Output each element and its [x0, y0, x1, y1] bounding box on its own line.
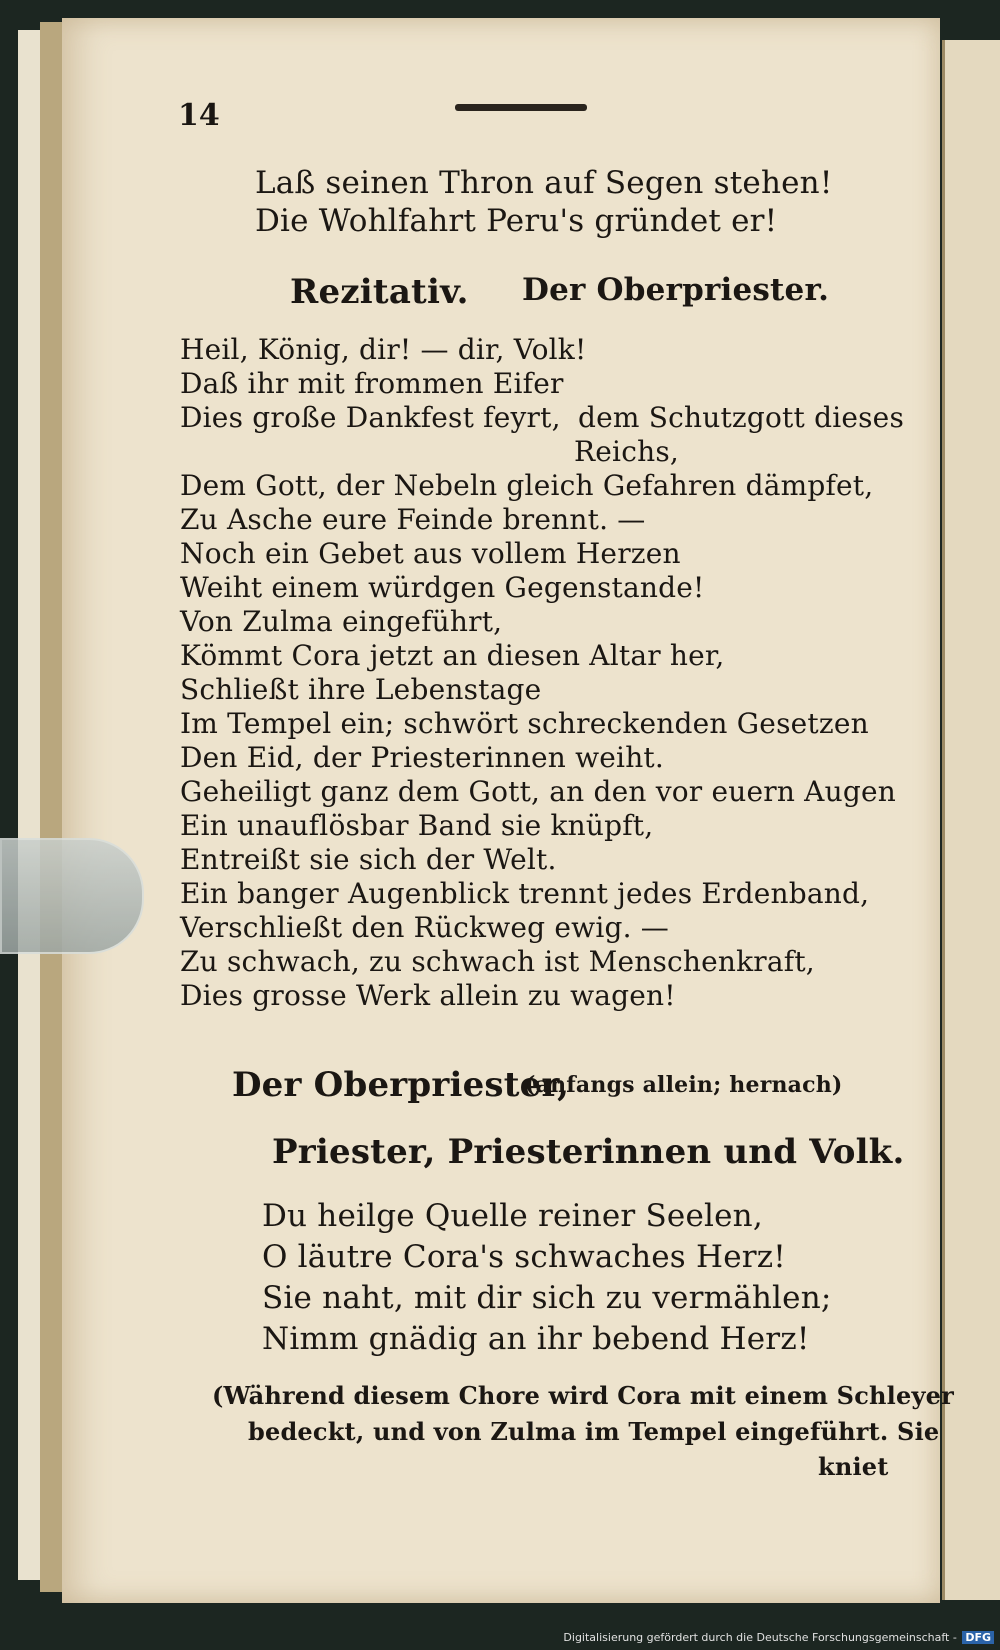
speaker-group: Priester, Priesterinnen und Volk. [272, 1132, 905, 1172]
chorus-line: Du heilge Quelle reiner Seelen, [262, 1198, 763, 1234]
text-line: dem Schutzgott dieses [578, 401, 905, 434]
text-line: Kömmt Cora jetzt an diesen Altar her, [180, 639, 725, 672]
dfg-logo: DFG [962, 1631, 994, 1644]
stage-direction: (Während diesem Chore wird Cora mit einem Schleyer [212, 1381, 954, 1410]
chorus-line: O läutre Cora's schwaches Herz! [262, 1239, 786, 1275]
text-line: Entreißt sie sich der Welt. [180, 843, 557, 876]
speaker-name: Der Oberpriester. [522, 272, 830, 308]
text-line: Laß seinen Thron auf Segen stehen! [255, 165, 833, 201]
text-line: Schließt ihre Lebenstage [180, 673, 542, 706]
text-line: Zu Asche eure Feinde brennt. — [180, 503, 646, 536]
ornament-rule [455, 104, 587, 111]
text-line: Verschließt den Rückweg ewig. — [180, 911, 669, 944]
stage-direction: (anfangs allein; hernach) [525, 1072, 843, 1098]
chorus-line: Sie naht, mit dir sich zu vermählen; [262, 1280, 832, 1316]
text-line: Ein banger Augenblick trennt jedes Erdenband, [180, 877, 870, 910]
section-label: Rezitativ. [290, 272, 469, 312]
text-line: Dies grosse Werk allein zu wagen! [180, 979, 676, 1012]
text-line: Daß ihr mit frommen Eifer [180, 367, 564, 400]
text-line: Reichs, [574, 435, 679, 468]
text-line: Weiht einem würdgen Gegenstande! [180, 571, 705, 604]
text-line: Den Eid, der Priesterinnen weiht. [180, 741, 664, 774]
text-line: Zu schwach, zu schwach ist Menschenkraft, [180, 945, 815, 978]
text-line: Von Zulma eingeführt, [180, 605, 503, 638]
text-line: Im Tempel ein; schwört schreckenden Gesetzen [180, 707, 869, 740]
text-line: Die Wohlfahrt Peru's gründet er! [255, 203, 778, 239]
stage-direction: bedeckt, und von Zulma im Tempel eingeführt. Sie [248, 1417, 940, 1446]
text-line: Noch ein Gebet aus vollem Herzen [180, 537, 681, 570]
chorus-line: Nimm gnädig an ihr bebend Herz! [262, 1321, 810, 1357]
catchword: kniet [818, 1452, 889, 1481]
text-line: Dem Gott, der Nebeln gleich Gefahren dämpfet, [180, 469, 874, 502]
facing-page-edge [942, 40, 1000, 1600]
text-line: Dies große Dankfest feyrt, [180, 401, 561, 434]
page-clip [0, 838, 144, 954]
speaker-name: Der Oberpriester, [232, 1065, 570, 1105]
page-number: 14 [178, 98, 220, 133]
text-line: Geheiligt ganz dem Gott, an den vor euern Augen [180, 775, 896, 808]
credit-text: Digitalisierung gefördert durch die Deutsche Forschungsgemeinschaft - [563, 1631, 957, 1644]
digitization-credit [563, 1631, 994, 1644]
text-line: Heil, König, dir! — dir, Volk! [180, 333, 587, 366]
text-line: Ein unauflösbar Band sie knüpft, [180, 809, 654, 842]
